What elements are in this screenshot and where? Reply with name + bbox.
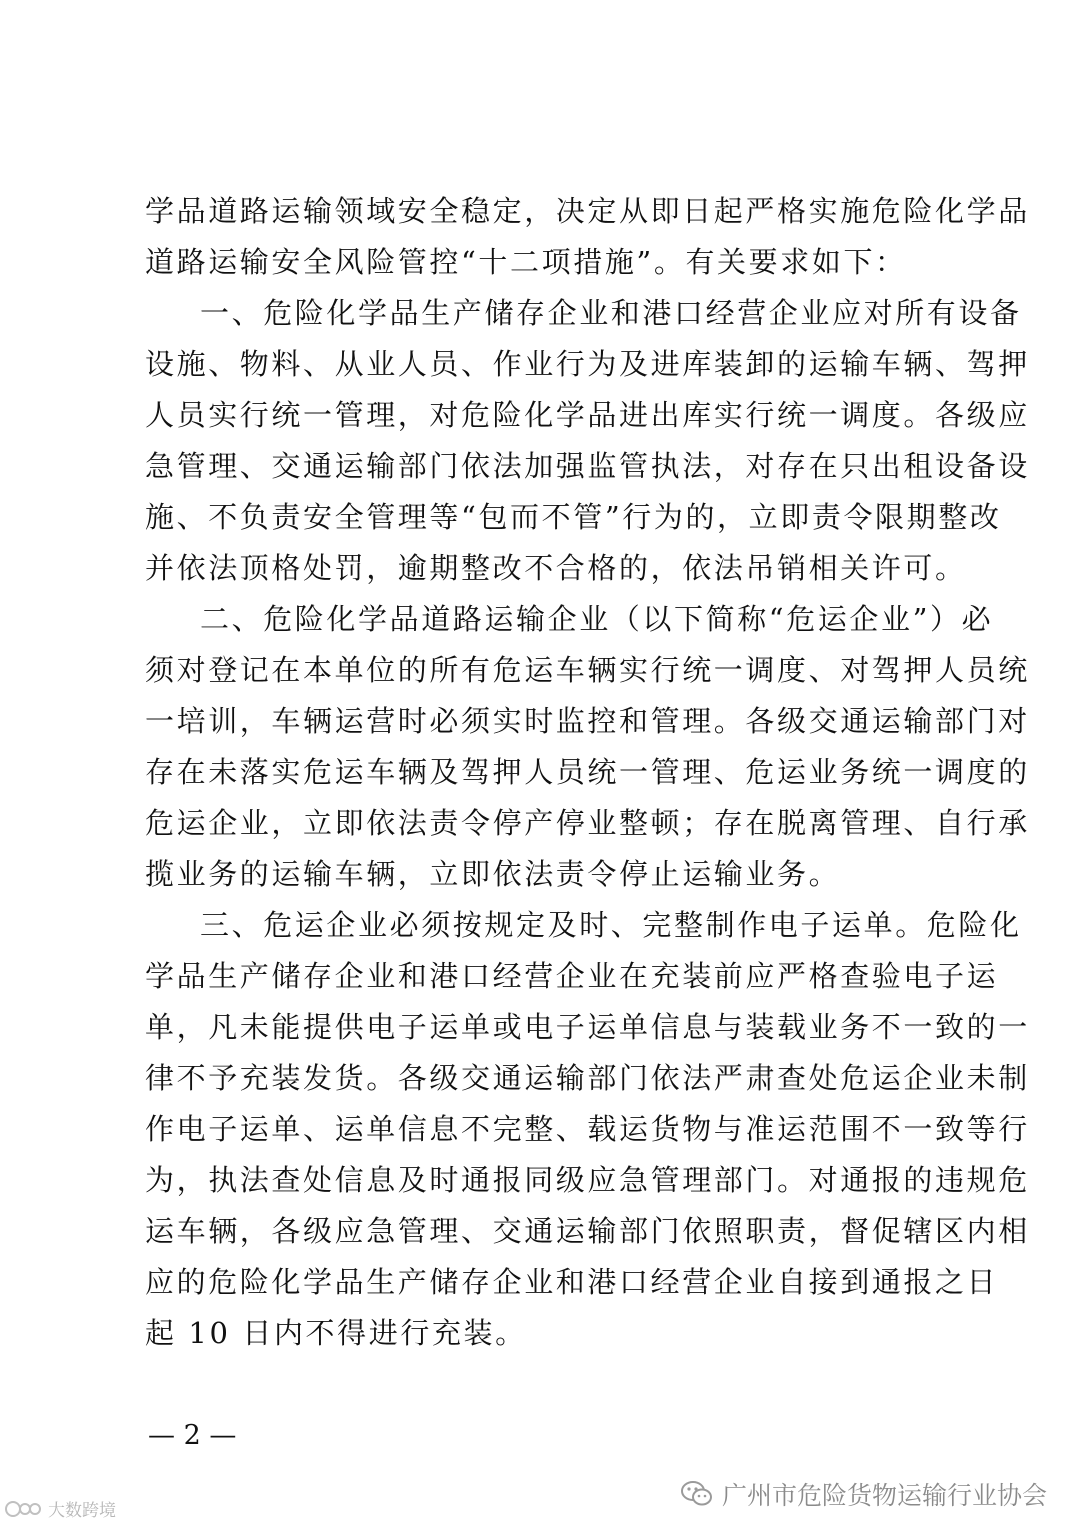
body-line: 学品道路运输领域安全稳定，决定从即日起严格实施危险化学品 [145, 194, 1030, 228]
body-line: 须对登记在本单位的所有危运车辆实行统一调度、对驾押人员统 [145, 653, 1030, 687]
body-line: 设施、物料、从业人员、作业行为及进库装卸的运输车辆、驾押 [145, 347, 1030, 381]
logo-icon [4, 1498, 44, 1520]
watermark-brand [4, 1496, 116, 1521]
body-line: 应的危险化学品生产储存企业和港口经营企业自接到通报之日 [145, 1265, 999, 1299]
body-line: 揽业务的运输车辆，立即依法责令停止运输业务。 [145, 857, 841, 891]
body-line: 并依法顶格处罚，逾期整改不合格的，依法吊销相关许可。 [145, 551, 967, 585]
body-line: 为，执法查处信息及时通报同级应急管理部门。对通报的违规危 [145, 1163, 1030, 1197]
body-line: 急管理、交通运输部门依法加强监管执法，对存在只出租设备设 [145, 449, 1030, 483]
paragraph-2-start: 二、危险化学品道路运输企业（以下简称“危运企业”）必 [200, 602, 994, 636]
body-line: 人员实行统一管理，对危险化学品进出库实行统一调度。各级应 [145, 398, 1030, 432]
body-line: 作电子运单、运单信息不完整、载运货物与准运范围不一致等行 [145, 1112, 1030, 1146]
body-line: 道路运输安全风险管控“十二项措施”。有关要求如下： [145, 245, 907, 279]
body-line: 律不予充装发货。各级交通运输部门依法严肃查处危运企业未制 [145, 1061, 1030, 1095]
watermark-brand-name: 大数跨境 [48, 1501, 116, 1521]
body-line: 起 10 日内不得进行充装。 [145, 1316, 527, 1350]
body-line: 运车辆，各级应急管理、交通运输部门依照职责，督促辖区内相 [145, 1214, 1030, 1248]
paragraph-1-start: 一、危险化学品生产储存企业和港口经营企业应对所有设备 [200, 296, 1022, 330]
wechat-icon [680, 1479, 714, 1509]
body-line: 单，凡未能提供电子运单或电子运单信息与装载业务不一致的一 [145, 1010, 1030, 1044]
body-line: 学品生产储存企业和港口经营企业在充装前应严格查验电子运 [145, 959, 999, 993]
body-line: 存在未落实危运车辆及驾押人员统一管理、危运业务统一调度的 [145, 755, 1030, 789]
body-line: 危运企业，立即依法责令停产停业整顿；存在脱离管理、自行承 [145, 806, 1030, 840]
paragraph-3-start: 三、危运企业必须按规定及时、完整制作电子运单。危险化 [200, 908, 1022, 942]
watermark-account [680, 1476, 1047, 1512]
body-line: 一培训，车辆运营时必须实时监控和管理。各级交通运输部门对 [145, 704, 1030, 738]
watermark-account-name: 广州市危险货物运输行业协会 [722, 1481, 1048, 1510]
body-line: 施、不负责安全管理等“包而不管”行为的，立即责令限期整改 [145, 500, 1002, 534]
page-number: — 2 — [148, 1420, 237, 1451]
